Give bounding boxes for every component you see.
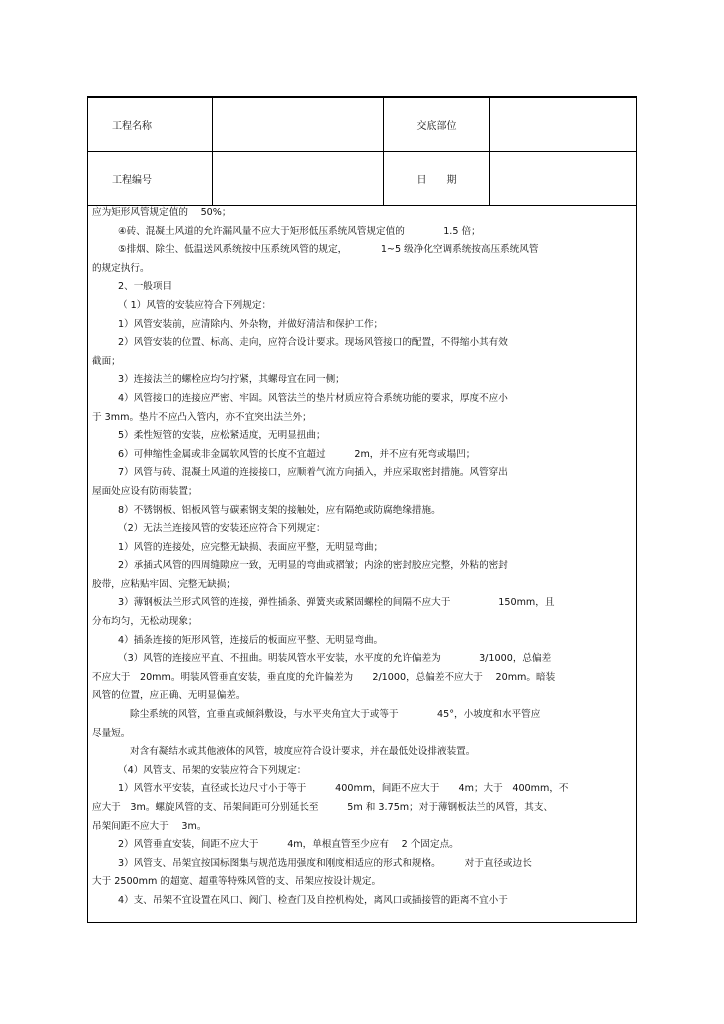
text-line: 2）风管安装的位置、标高、走向，应符合设计要求。现场风管接口的配置，不得缩小其有效: [118, 337, 508, 349]
text-line: 2）承插式风管的四周缝隙应一致，无明显的弯曲或褶皱；内涂的密封胶应完整，外粘的密封: [118, 560, 508, 572]
text-line: 除尘系统的风管，宜垂直或倾斜敷设，与水平夹角宜大于或等于 45°，小坡度和水平管应: [130, 709, 541, 721]
text-line: 大于 2500mm 的超宽、超重等特殊风管的支、吊架应按设计规定。: [92, 876, 382, 888]
header-row-project-number: [88, 152, 637, 206]
text-line: 3）连接法兰的螺栓应均匀拧紧，其螺母宜在同一侧；: [118, 374, 345, 386]
text-line: 不应大于 20mm。明装风管垂直安装，垂直度的允许偏差为 2/1000，总偏差不应大于 20mm。暗装: [92, 671, 556, 683]
text-line: ⑤排烟、除尘、低温送风系统按中压系统风管的规定， 1~5 级净化空调系统按高压系统风管: [118, 244, 539, 256]
text-line: 4）风管接口的连接应严密、牢固。风管法兰的垫片材质应符合系统功能的要求，厚度不应小: [118, 392, 508, 404]
header-table: [87, 96, 637, 206]
text-line: 分布均匀，无松动现象；: [92, 616, 198, 628]
text-line: 于 3mm。垫片不应凸入管内，亦不宜突出法兰外；: [92, 411, 312, 423]
text-line: （4）风管支、吊架的安装应符合下列规定：: [118, 764, 307, 776]
text-line: 2）风管垂直安装，间距不应大于 4m，单根直管至少应有 2 个固定点。: [118, 839, 459, 851]
label-date: 日 期: [384, 152, 490, 206]
text-line: 1）风管的连接处，应完整无缺损、表面应平整，无明显弯曲；: [118, 541, 384, 553]
text-line: （ 1）风管的安装应符合下列规定：: [118, 299, 272, 311]
value-disclosure-part: [490, 97, 637, 152]
text-line: 的规定执行。: [92, 262, 150, 274]
bottom-border: [87, 922, 637, 923]
text-line: 吊架间距不应大于 3m。: [92, 820, 207, 832]
text-line: 4）支、吊架不宜设置在风口、阀门、检查门及自控机构处，离风口或插接管的距离不宜小于: [118, 894, 508, 906]
value-project-name: [213, 97, 384, 152]
label-project-name: 工程名称: [88, 97, 213, 152]
text-line: 8）不锈钢板、铝板风管与碳素钢支架的接触处，应有隔绝或防腐绝缘措施。: [118, 504, 441, 516]
header-row-project-name: [88, 97, 637, 152]
text-line: 3）风管支、吊架宜按国标图集与规范选用强度和刚度相适应的形式和规格。 对于直径或边长: [118, 857, 532, 869]
text-line: （2）无法兰连接风管的安装还应符合下列规定：: [118, 523, 326, 535]
document-body: [92, 204, 632, 911]
text-line: 风管的位置，应正确、无明显偏差。: [92, 690, 246, 702]
text-line: 4）插条连接的矩形风管，连接后的板面应平整、无明显弯曲。: [118, 634, 384, 646]
label-disclosure-part: 交底部位: [384, 97, 490, 152]
text-line: 1）风管安装前，应清除内、外杂物，并做好清洁和保护工作；: [118, 318, 384, 330]
text-line: 6）可伸缩性金属或非金属软风管的长度不宜超过 2m，并不应有死弯或塌凹；: [118, 448, 476, 460]
text-line: ④砖、混凝土风道的允许漏风量不应大于矩形低压系统风管规定值的 1.5 倍；: [118, 225, 481, 237]
label-project-number: 工程编号: [88, 152, 213, 206]
value-date: [490, 152, 637, 206]
text-line: 应为矩形风管规定值的 50%；: [92, 207, 232, 218]
text-line: 尽量短。: [92, 727, 131, 739]
text-line: 7）风管与砖、混凝土风道的连接接口，应顺着气流方向插入，并应采取密封措施。风管穿出: [118, 467, 508, 479]
text-line: 5）柔性短管的安装，应松紧适度，无明显扭曲；: [118, 430, 326, 442]
text-line: 应大于 3m。螺旋风管的支、吊架间距可分别延长至 5m 和 3.75m；对于薄钢板法兰的风管，其支、: [92, 802, 554, 813]
text-line: 3）薄钢板法兰形式风管的连接，弹性插条、弹簧夹或紧固螺栓的间隔不应大于 150mm，且: [118, 597, 555, 609]
text-line: 2、一般项目: [118, 281, 173, 293]
text-line: 1）风管水平安装，直径或长边尺寸小于等于 400mm，间距不应大于 4m；大于 400mm，不: [118, 783, 569, 795]
value-project-number: [213, 152, 384, 206]
text-line: （3）风管的连接应平直、不扭曲。明装风管水平安装，水平度的允许偏差为 3/1000，总偏差: [118, 653, 552, 665]
text-line: 截面；: [92, 355, 121, 367]
text-line: 对含有凝结水或其他液体的风管，坡度应符合设计要求，并在最低处设排液装置。: [130, 746, 476, 758]
text-line: 胶带，应粘贴牢固、完整无缺损；: [92, 578, 236, 590]
text-line: 屋面处应设有防雨装置；: [92, 485, 198, 497]
